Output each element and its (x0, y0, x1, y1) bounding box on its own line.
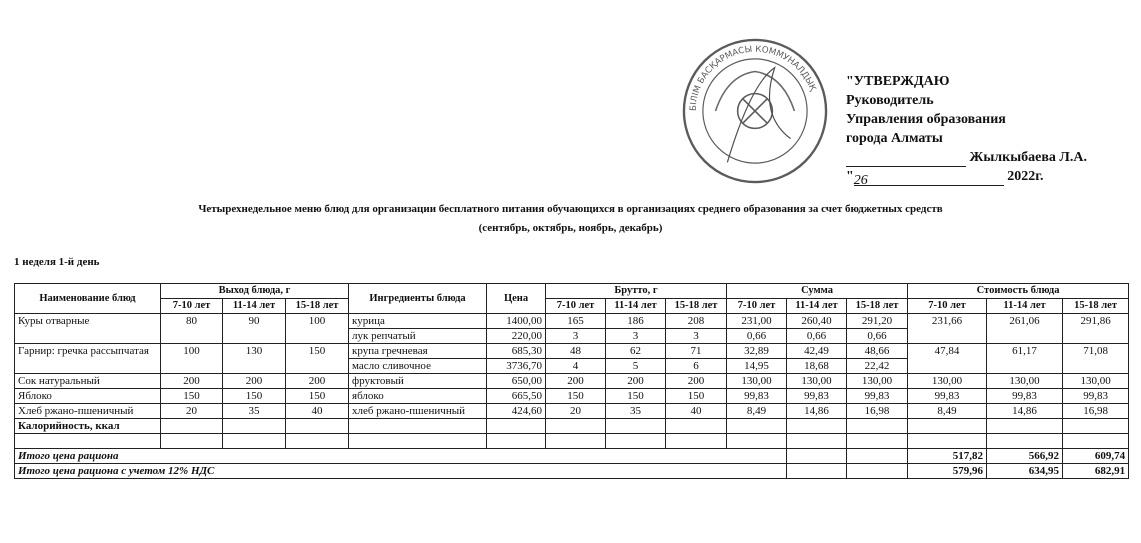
sum-cell: 0,66 (847, 329, 908, 344)
price-cell: 650,00 (487, 374, 546, 389)
sum-cell: 14,95 (727, 359, 787, 374)
yield-cell: 80 (161, 314, 223, 344)
sum-cell: 130,00 (787, 374, 847, 389)
sum-cell: 22,42 (847, 359, 908, 374)
total-vat-value: 634,95 (987, 464, 1063, 479)
gross-cell: 3 (666, 329, 727, 344)
gross-cell: 5 (606, 359, 666, 374)
cost-cell: 99,83 (1063, 389, 1129, 404)
total-vat-value: 579,96 (908, 464, 987, 479)
table-row (15, 314, 1129, 329)
empty-cell (987, 434, 1063, 449)
empty-cell (666, 419, 727, 434)
yield-cell: 150 (286, 389, 349, 404)
sum-cell: 48,66 (847, 344, 908, 359)
sum-cell: 16,98 (847, 404, 908, 419)
price-cell: 3736,70 (487, 359, 546, 374)
empty-cell (223, 419, 286, 434)
cost-cell: 231,66 (908, 314, 987, 344)
empty-cell (223, 434, 286, 449)
empty-row (15, 434, 1129, 449)
yield-cell: 35 (223, 404, 286, 419)
empty-cell (727, 434, 787, 449)
cost-cell: 16,98 (1063, 404, 1129, 419)
calories-row (15, 419, 1129, 434)
approval-department: Управления образования (846, 112, 1006, 127)
signer-name: Жылкыбаева Л.А. (969, 150, 1087, 165)
price-cell: 685,30 (487, 344, 546, 359)
ingredient-name: лук репчатый (349, 329, 487, 344)
week-label: 1 неделя 1-й день (14, 256, 100, 268)
empty-cell (847, 419, 908, 434)
gross-cell: 40 (666, 404, 727, 419)
gross-cell: 200 (606, 374, 666, 389)
sum-cell: 99,83 (847, 389, 908, 404)
table-row (15, 344, 1129, 359)
ingredient-name: хлеб ржано-пшеничный (349, 404, 487, 419)
date-day: 26 (854, 171, 1004, 186)
cost-cell: 71,08 (1063, 344, 1129, 374)
col-age: 15-18 лет (666, 299, 727, 314)
empty-cell (487, 434, 546, 449)
col-age: 11-14 лет (606, 299, 666, 314)
yield-cell: 100 (161, 344, 223, 374)
yield-cell: 200 (286, 374, 349, 389)
cost-cell: 261,06 (987, 314, 1063, 344)
cost-cell: 8,49 (908, 404, 987, 419)
sum-cell: 18,68 (787, 359, 847, 374)
total-label: Итого цена рациона (15, 449, 787, 464)
empty-cell (987, 419, 1063, 434)
gross-cell: 165 (546, 314, 606, 329)
table-row (15, 374, 1129, 389)
empty-cell (349, 419, 487, 434)
col-age: 7-10 лет (546, 299, 606, 314)
sum-cell: 130,00 (727, 374, 787, 389)
sum-cell: 32,89 (727, 344, 787, 359)
col-dish: Наименование блюд (15, 284, 161, 314)
col-price: Цена (487, 284, 546, 314)
approval-block (846, 72, 1087, 186)
col-age: 11-14 лет (787, 299, 847, 314)
empty-cell (787, 464, 847, 479)
empty-cell (787, 419, 847, 434)
document-subtitle: (сентябрь, октябрь, ноябрь, декабрь) (478, 222, 663, 234)
ingredient-name: фруктовый (349, 374, 487, 389)
ingredient-name: крупа гречневая (349, 344, 487, 359)
yield-cell: 150 (286, 344, 349, 374)
gross-cell: 20 (546, 404, 606, 419)
price-cell: 424,60 (487, 404, 546, 419)
cost-cell: 130,00 (1063, 374, 1129, 389)
date-year: 2022г. (1007, 169, 1044, 184)
sum-cell: 260,40 (787, 314, 847, 329)
col-age: 11-14 лет (223, 299, 286, 314)
price-cell: 665,50 (487, 389, 546, 404)
empty-cell (908, 419, 987, 434)
col-sum: Сумма (727, 284, 908, 299)
yield-cell: 20 (161, 404, 223, 419)
yield-cell: 40 (286, 404, 349, 419)
yield-cell: 150 (161, 389, 223, 404)
dish-name: Хлеб ржано-пшеничный (15, 404, 161, 419)
yield-cell: 150 (223, 389, 286, 404)
ingredient-name: курица (349, 314, 487, 329)
col-age: 7-10 лет (161, 299, 223, 314)
table-row (15, 389, 1129, 404)
sum-cell: 42,49 (787, 344, 847, 359)
empty-cell (546, 434, 606, 449)
cost-cell: 47,84 (908, 344, 987, 374)
ingredient-name: яблоко (349, 389, 487, 404)
col-age: 15-18 лет (1063, 299, 1129, 314)
gross-cell: 150 (666, 389, 727, 404)
empty-cell (727, 419, 787, 434)
empty-cell (787, 449, 847, 464)
empty-cell (487, 419, 546, 434)
empty-cell (1063, 434, 1129, 449)
total-value: 566,92 (987, 449, 1063, 464)
menu-table (14, 283, 1129, 479)
cost-cell: 14,86 (987, 404, 1063, 419)
sum-cell: 99,83 (787, 389, 847, 404)
col-gross: Брутто, г (546, 284, 727, 299)
empty-cell (666, 434, 727, 449)
dish-name: Сок натуральный (15, 374, 161, 389)
empty-cell (161, 434, 223, 449)
signature-line (846, 152, 966, 167)
date-quote: " (846, 169, 854, 184)
sum-cell: 130,00 (847, 374, 908, 389)
empty-cell (286, 419, 349, 434)
gross-cell: 208 (666, 314, 727, 329)
sum-cell: 0,66 (727, 329, 787, 344)
empty-cell (161, 419, 223, 434)
dish-name: Яблоко (15, 389, 161, 404)
cost-cell: 99,83 (987, 389, 1063, 404)
sum-cell: 99,83 (727, 389, 787, 404)
calories-label: Калорийность, ккал (15, 419, 161, 434)
total-vat-value: 682,91 (1063, 464, 1129, 479)
cost-cell: 130,00 (987, 374, 1063, 389)
yield-cell: 130 (223, 344, 286, 374)
cost-cell: 291,86 (1063, 314, 1129, 344)
gross-cell: 200 (666, 374, 727, 389)
col-age: 15-18 лет (286, 299, 349, 314)
header-row (15, 284, 1129, 299)
dish-name: Куры отварные (15, 314, 161, 344)
gross-cell: 3 (546, 329, 606, 344)
col-age: 7-10 лет (727, 299, 787, 314)
gross-cell: 6 (666, 359, 727, 374)
empty-cell (286, 434, 349, 449)
col-yield: Выход блюда, г (161, 284, 349, 299)
gross-cell: 3 (606, 329, 666, 344)
document-title: Четырехнедельное меню блюд для организации бесплатного питания обучающихся в организациях среднего образования за счет бюджетных средств (198, 203, 943, 215)
col-age: 11-14 лет (987, 299, 1063, 314)
sum-cell: 0,66 (787, 329, 847, 344)
svg-text:БІЛІМ БАСҚАРМАСЫ КОММУНАЛДЫҚ: БІЛІМ БАСҚАРМАСЫ КОММУНАЛДЫҚ (688, 44, 818, 112)
sum-cell: 231,00 (727, 314, 787, 329)
empty-cell (606, 434, 666, 449)
empty-cell (847, 464, 908, 479)
col-cost: Стоимость блюда (908, 284, 1129, 299)
cost-cell: 130,00 (908, 374, 987, 389)
yield-cell: 200 (161, 374, 223, 389)
col-age: 7-10 лет (908, 299, 987, 314)
yield-cell: 200 (223, 374, 286, 389)
price-cell: 1400,00 (487, 314, 546, 329)
yield-cell: 100 (286, 314, 349, 344)
cost-cell: 99,83 (908, 389, 987, 404)
sum-cell: 14,86 (787, 404, 847, 419)
table-row (15, 404, 1129, 419)
gross-cell: 62 (606, 344, 666, 359)
col-age: 15-18 лет (847, 299, 908, 314)
gross-cell: 48 (546, 344, 606, 359)
total-value: 517,82 (908, 449, 987, 464)
cost-cell: 61,17 (987, 344, 1063, 374)
official-stamp (680, 36, 830, 186)
empty-cell (908, 434, 987, 449)
sum-cell: 291,20 (847, 314, 908, 329)
sum-cell: 8,49 (727, 404, 787, 419)
approval-heading: "УТВЕРЖДАЮ (846, 74, 950, 89)
gross-cell: 35 (606, 404, 666, 419)
yield-cell: 90 (223, 314, 286, 344)
empty-cell (847, 434, 908, 449)
empty-cell (349, 434, 487, 449)
gross-cell: 200 (546, 374, 606, 389)
gross-cell: 71 (666, 344, 727, 359)
price-cell: 220,00 (487, 329, 546, 344)
gross-cell: 150 (606, 389, 666, 404)
ingredient-name: масло сливочное (349, 359, 487, 374)
empty-cell (1063, 419, 1129, 434)
header-age-row (15, 299, 1129, 314)
total-vat-row (15, 464, 1129, 479)
empty-cell (15, 434, 161, 449)
col-ingredients: Ингредиенты блюда (349, 284, 487, 314)
gross-cell: 4 (546, 359, 606, 374)
empty-cell (606, 419, 666, 434)
gross-cell: 150 (546, 389, 606, 404)
empty-cell (787, 434, 847, 449)
total-value: 609,74 (1063, 449, 1129, 464)
approval-city: города Алматы (846, 131, 943, 146)
empty-cell (546, 419, 606, 434)
empty-cell (847, 449, 908, 464)
total-row (15, 449, 1129, 464)
dish-name: Гарнир: гречка рассыпчатая (15, 344, 161, 374)
gross-cell: 186 (606, 314, 666, 329)
total-vat-label: Итого цена рациона с учетом 12% НДС (15, 464, 787, 479)
approval-position: Руководитель (846, 93, 934, 108)
